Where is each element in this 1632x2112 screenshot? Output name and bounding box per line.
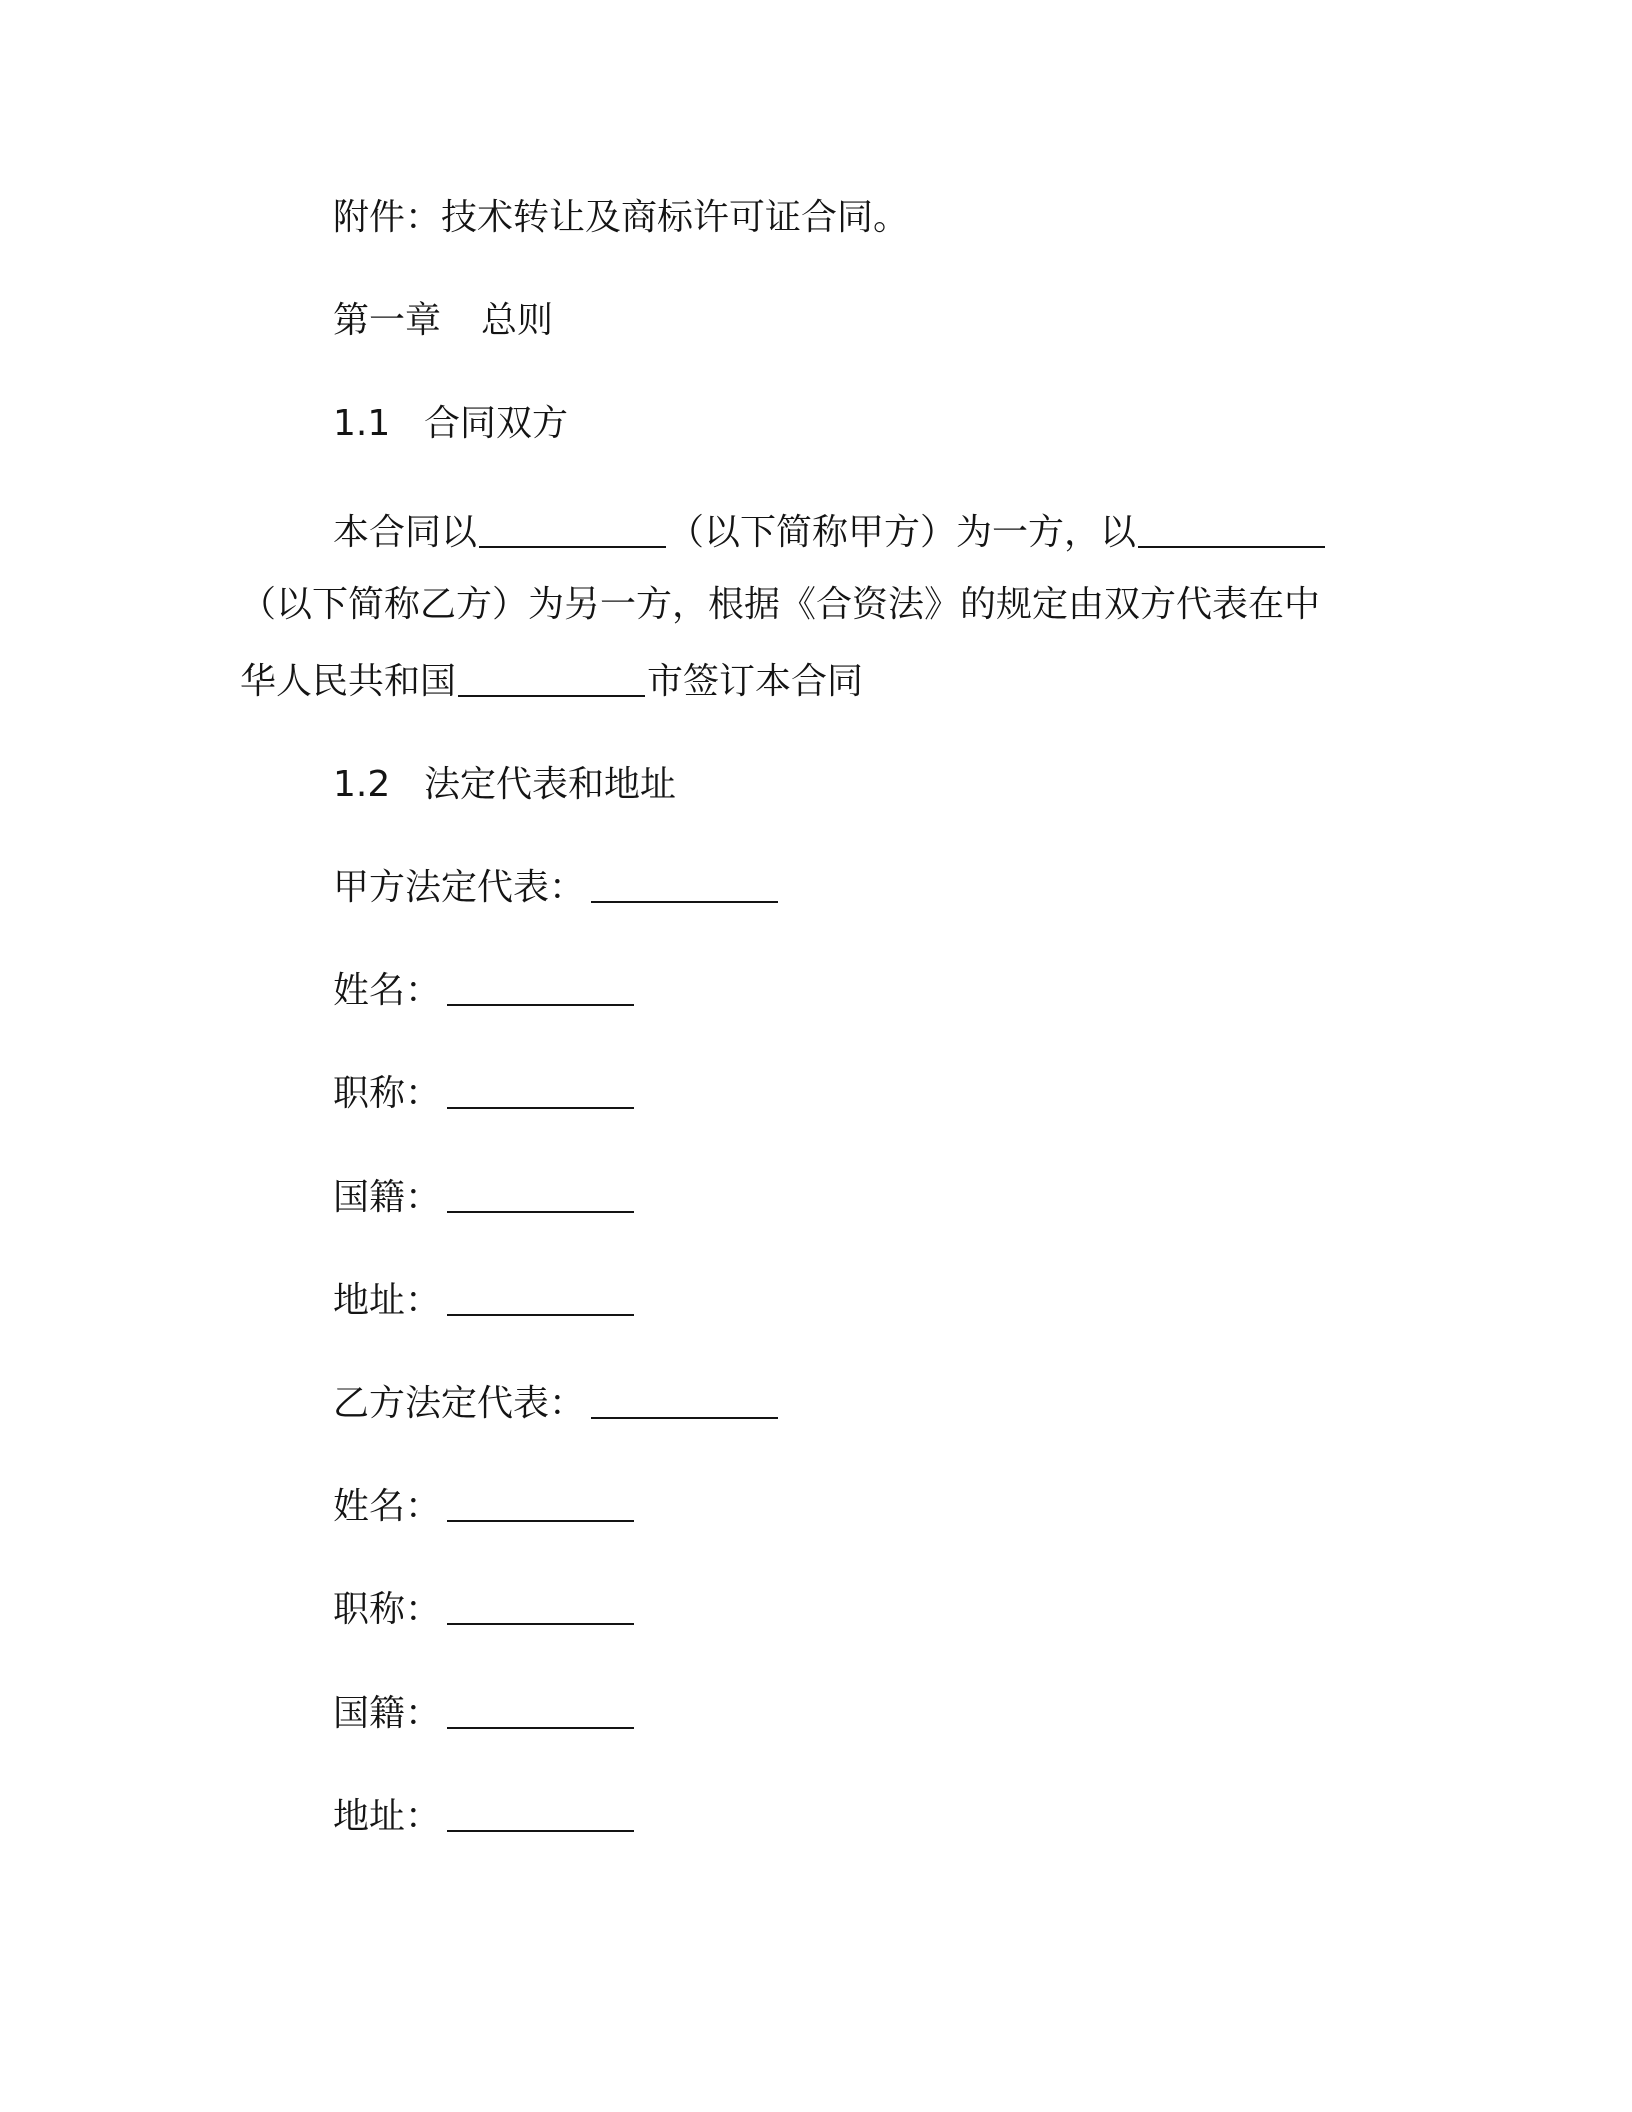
section-1-2-heading (333, 763, 676, 807)
party-b-rep-blank (591, 1417, 778, 1419)
section-1-1-title: 合同双方 (424, 403, 569, 444)
party-b-address-line (333, 1795, 636, 1839)
signing-city-blank (458, 695, 645, 697)
party-b-nationality-blank (447, 1727, 634, 1729)
party-a-name-label: 姓名： (333, 970, 442, 1011)
party-b-name-field-blank (447, 1520, 634, 1522)
parties-text-2: （以下简称甲方）为一方，以 (668, 512, 1137, 553)
party-b-title-blank (447, 1623, 634, 1625)
party-b-name-blank (1138, 546, 1325, 548)
party-b-title-line (333, 1588, 636, 1632)
party-b-rep-label: 乙方法定代表： (333, 1383, 586, 1424)
party-a-title-label: 职称： (333, 1073, 442, 1114)
party-b-address-blank (447, 1830, 634, 1832)
section-1-1-number: 1.1 (333, 403, 391, 444)
parties-line-2: （以下简称乙方）为另一方，根据《合资法》的规定由双方代表在中 (240, 584, 1321, 625)
party-b-title-label: 职称： (333, 1589, 442, 1630)
party-b-rep-line (333, 1382, 780, 1426)
chapter-number: 第一章 (333, 300, 442, 341)
party-b-nationality-line (333, 1692, 636, 1736)
section-1-2-title: 法定代表和地址 (424, 764, 677, 805)
party-a-rep-line (333, 866, 780, 910)
party-b-name-label: 姓名： (333, 1486, 442, 1527)
party-b-address-label: 地址： (333, 1796, 442, 1837)
party-a-title-line (333, 1072, 636, 1116)
party-a-nationality-label: 国籍： (333, 1177, 442, 1218)
party-b-name-line (333, 1485, 636, 1529)
party-a-address-label: 地址： (333, 1280, 442, 1321)
attachment-line: 附件：技术转让及商标许可证合同。 (333, 197, 910, 238)
party-a-name-field-blank (447, 1004, 634, 1006)
parties-line-3 (240, 660, 863, 704)
section-1-2-number: 1.2 (333, 764, 391, 805)
parties-text-5: 市签订本合同 (647, 661, 864, 702)
party-a-nationality-blank (447, 1211, 634, 1213)
party-a-address-blank (447, 1314, 634, 1316)
chapter-heading (333, 299, 553, 343)
party-a-name-blank (479, 546, 666, 548)
party-a-address-line (333, 1279, 636, 1323)
party-a-name-line (333, 969, 636, 1013)
section-1-1-heading (333, 402, 568, 446)
party-a-rep-label: 甲方法定代表： (333, 867, 586, 908)
parties-text-1: 本合同以 (333, 512, 478, 553)
party-a-title-blank (447, 1107, 634, 1109)
party-b-nationality-label: 国籍： (333, 1693, 442, 1734)
party-a-rep-blank (591, 901, 778, 903)
parties-line-1 (333, 511, 1327, 555)
parties-text-4: 华人民共和国 (240, 661, 457, 702)
chapter-title: 总则 (481, 300, 554, 341)
party-a-nationality-line (333, 1176, 636, 1220)
